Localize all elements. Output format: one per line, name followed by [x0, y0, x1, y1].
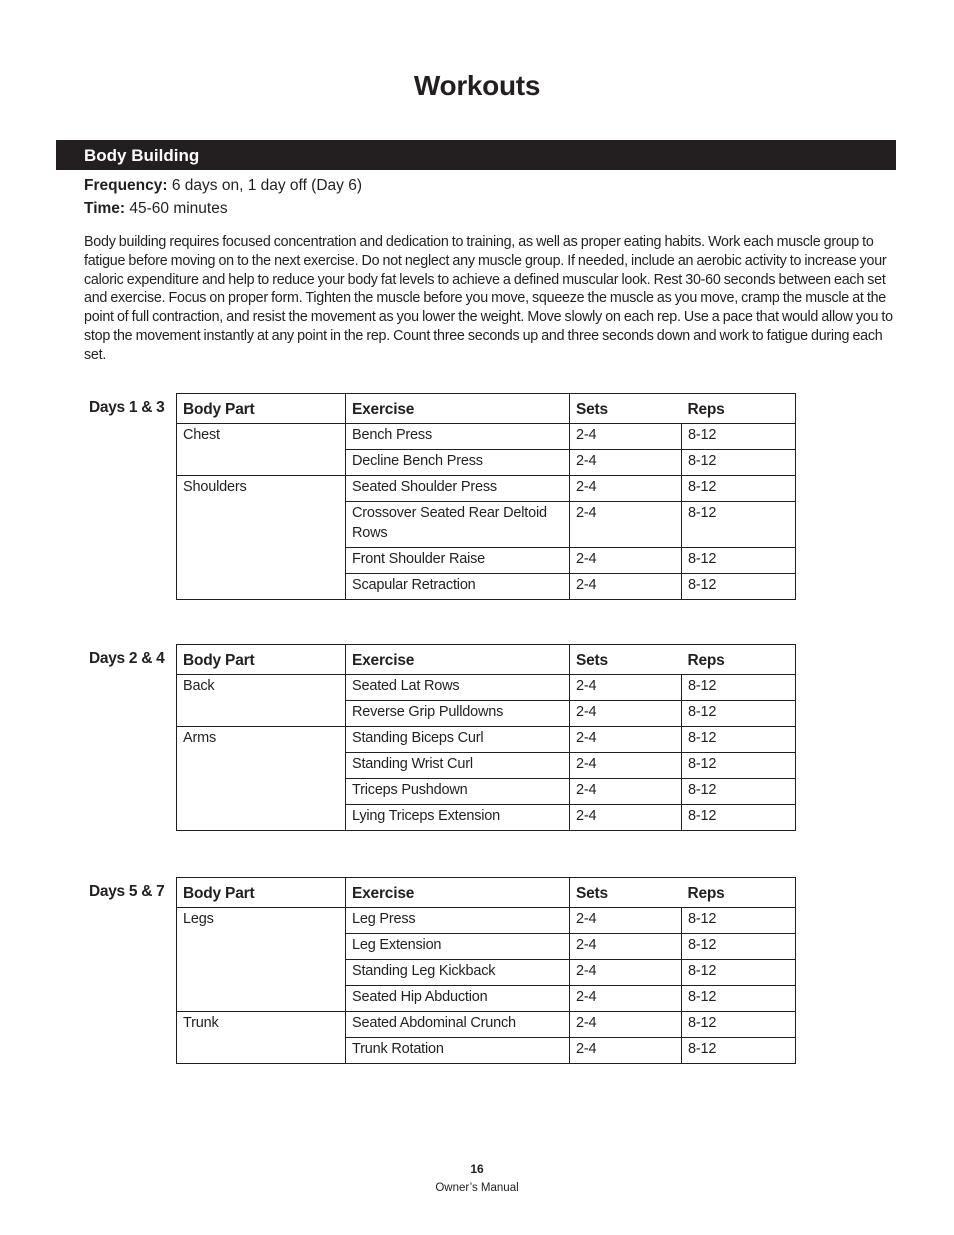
frequency-value: 6 days on, 1 day off (Day 6): [167, 177, 362, 194]
reps-cell: 8-12: [682, 476, 796, 502]
workout-table-days-1-3: [176, 393, 796, 600]
sets-cell: 2-4: [570, 805, 682, 831]
reps-cell: 8-12: [682, 424, 796, 450]
exercise-cell: Crossover Seated Rear Deltoid Rows: [346, 502, 570, 548]
time-value: 45-60 minutes: [125, 200, 228, 217]
exercise-cell: Trunk Rotation: [346, 1038, 570, 1064]
exercise-cell: Triceps Pushdown: [346, 779, 570, 805]
page-number: 16: [470, 1162, 484, 1176]
sets-cell: 2-4: [570, 548, 682, 574]
time-line: [84, 198, 228, 220]
exercise-cell: Front Shoulder Raise: [346, 548, 570, 574]
reps-cell: 8-12: [682, 548, 796, 574]
table-header-row: [177, 645, 796, 675]
sets-cell: 2-4: [570, 701, 682, 727]
sets-cell: 2-4: [570, 502, 682, 548]
reps-cell: 8-12: [682, 727, 796, 753]
reps-cell: 8-12: [682, 450, 796, 476]
column-header-exercise: Exercise: [346, 394, 570, 424]
reps-cell: 8-12: [682, 701, 796, 727]
exercise-cell: Lying Triceps Extension: [346, 805, 570, 831]
column-header-reps: Reps: [682, 394, 796, 424]
exercise-cell: Seated Abdominal Crunch: [346, 1012, 570, 1038]
table-row: [177, 675, 796, 701]
reps-cell: 8-12: [682, 805, 796, 831]
sets-cell: 2-4: [570, 476, 682, 502]
footer-text: Owner’s Manual: [435, 1182, 519, 1194]
sets-cell: 2-4: [570, 574, 682, 600]
exercise-cell: Decline Bench Press: [346, 450, 570, 476]
table-row: [177, 476, 796, 502]
section-header: Body Building: [56, 140, 896, 170]
sets-cell: 2-4: [570, 1012, 682, 1038]
reps-cell: 8-12: [682, 1038, 796, 1064]
column-header-exercise: Exercise: [346, 878, 570, 908]
body-part-cell: Trunk: [177, 1012, 346, 1064]
intro-paragraph: Body building requires focused concentration and dedication to training, as well as proper eating habits. Work each muscle group to fatigue before moving on to the next exercise. Do not neglect any muscle group. If needed, include an aerobic activity to increase your caloric expenditure and help to reduce your body fat levels to achieve a defined muscular look. Rest 30-60 seconds between each set and exercise. Focus on proper form. Tighten the muscle before you move, squeeze the muscle as you move, cramp the muscle at the point of full contraction, and resist the movement as you lower the weight. Move slowly on each rep. Use a pace that would allow you to stop the movement instantly at any point in the rep. Count three seconds up and three seconds down and work to fatigue during each set.: [84, 234, 893, 363]
exercise-cell: Leg Extension: [346, 934, 570, 960]
page-title: Workouts: [413, 70, 541, 101]
exercise-cell: Seated Hip Abduction: [346, 986, 570, 1012]
exercise-cell: Standing Wrist Curl: [346, 753, 570, 779]
sets-cell: 2-4: [570, 424, 682, 450]
workout-table-days-2-4: [176, 644, 796, 831]
exercise-cell: Seated Shoulder Press: [346, 476, 570, 502]
column-header-body-part: Body Part: [177, 645, 346, 675]
column-header-sets: Sets: [570, 394, 682, 424]
exercise-cell: Standing Leg Kickback: [346, 960, 570, 986]
column-header-body-part: Body Part: [177, 878, 346, 908]
column-header-exercise: Exercise: [346, 645, 570, 675]
sets-cell: 2-4: [570, 986, 682, 1012]
sets-cell: 2-4: [570, 727, 682, 753]
frequency-line: [84, 175, 362, 197]
reps-cell: 8-12: [682, 960, 796, 986]
reps-cell: 8-12: [682, 574, 796, 600]
table-header-row: [177, 394, 796, 424]
sets-cell: 2-4: [570, 960, 682, 986]
column-header-sets: Sets: [570, 878, 682, 908]
column-header-body-part: Body Part: [177, 394, 346, 424]
body-part-cell: Chest: [177, 424, 346, 476]
table-row: [177, 727, 796, 753]
table-row: [177, 1012, 796, 1038]
sets-cell: 2-4: [570, 908, 682, 934]
body-part-cell: Legs: [177, 908, 346, 1012]
table-header-row: [177, 878, 796, 908]
reps-cell: 8-12: [682, 908, 796, 934]
sets-cell: 2-4: [570, 753, 682, 779]
body-part-cell: Back: [177, 675, 346, 727]
reps-cell: 8-12: [682, 779, 796, 805]
body-part-cell: Arms: [177, 727, 346, 831]
sets-cell: 2-4: [570, 779, 682, 805]
reps-cell: 8-12: [682, 1012, 796, 1038]
exercise-cell: Seated Lat Rows: [346, 675, 570, 701]
exercise-cell: Reverse Grip Pulldowns: [346, 701, 570, 727]
days-label-2: Days 2 & 4: [89, 650, 165, 667]
sets-cell: 2-4: [570, 675, 682, 701]
reps-cell: 8-12: [682, 502, 796, 548]
table-row: [177, 424, 796, 450]
exercise-cell: Scapular Retraction: [346, 574, 570, 600]
column-header-reps: Reps: [682, 878, 796, 908]
days-label-1: Days 1 & 3: [89, 399, 165, 416]
sets-cell: 2-4: [570, 1038, 682, 1064]
column-header-sets: Sets: [570, 645, 682, 675]
exercise-cell: Bench Press: [346, 424, 570, 450]
reps-cell: 8-12: [682, 675, 796, 701]
exercise-cell: Leg Press: [346, 908, 570, 934]
exercise-cell: Standing Biceps Curl: [346, 727, 570, 753]
workout-table-days-5-7: [176, 877, 796, 1064]
column-header-reps: Reps: [682, 645, 796, 675]
days-label-3: Days 5 & 7: [89, 883, 165, 900]
table-row: [177, 908, 796, 934]
time-label: Time:: [84, 200, 126, 217]
reps-cell: 8-12: [682, 753, 796, 779]
frequency-label: Frequency:: [84, 177, 168, 194]
body-part-cell: Shoulders: [177, 476, 346, 600]
reps-cell: 8-12: [682, 986, 796, 1012]
reps-cell: 8-12: [682, 934, 796, 960]
sets-cell: 2-4: [570, 934, 682, 960]
sets-cell: 2-4: [570, 450, 682, 476]
